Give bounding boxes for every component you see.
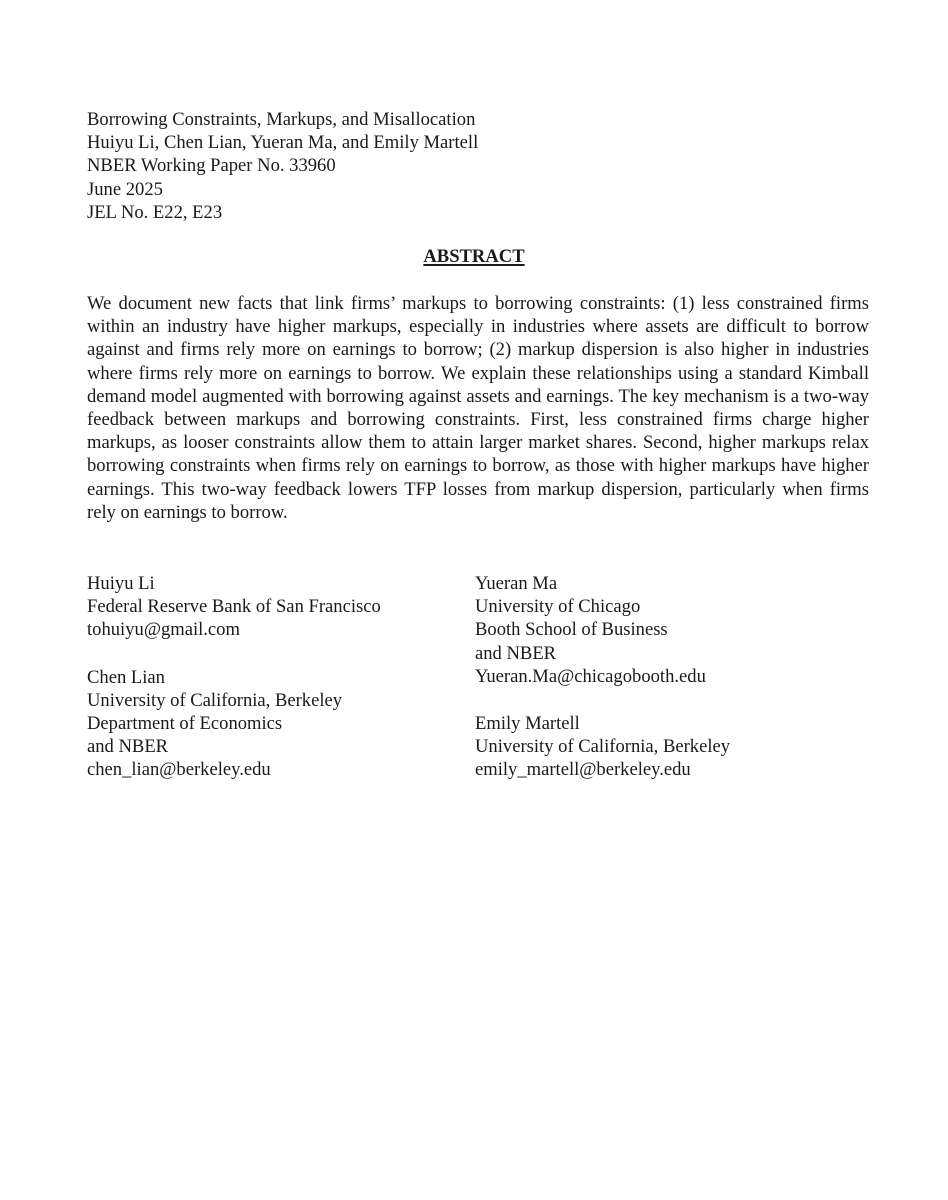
author-affiliation: University of California, Berkeley (475, 736, 731, 758)
paper-jel-codes: JEL No. E22, E23 (87, 201, 223, 223)
author-affiliation-extra: and NBER (87, 736, 169, 758)
author-email: chen_lian@berkeley.edu (87, 759, 271, 781)
author-affiliation: University of Chicago (475, 596, 641, 618)
author-block (475, 572, 855, 688)
author-affiliation-extra: and NBER (475, 642, 557, 664)
author-name: Chen Lian (87, 666, 165, 688)
author-department: Department of Economics (87, 713, 283, 735)
author-email: Yueran.Ma@chicagobooth.edu (475, 665, 706, 687)
author-name: Emily Martell (475, 713, 580, 735)
author-column-right (475, 572, 855, 806)
author-name: Yueran Ma (475, 573, 558, 594)
author-email: emily_martell@berkeley.edu (475, 759, 691, 781)
author-column-left (87, 572, 467, 806)
author-affiliation: Federal Reserve Bank of San Francisco (87, 596, 381, 618)
paper-authors: Huiyu Li, Chen Lian, Yueran Ma, and Emily Martell (87, 132, 479, 154)
author-block (475, 712, 855, 782)
abstract-heading: ABSTRACT (423, 246, 525, 267)
author-department: Booth School of Business (475, 619, 668, 641)
paper-header (87, 108, 867, 224)
author-email: tohuiyu@gmail.com (87, 619, 240, 641)
author-block (87, 572, 467, 642)
paper-title: Borrowing Constraints, Markups, and Misallocation (87, 109, 476, 130)
author-block (87, 666, 467, 782)
author-name: Huiyu Li (87, 573, 155, 594)
paper-date: June 2025 (87, 178, 163, 200)
author-affiliation: University of California, Berkeley (87, 689, 343, 711)
abstract-text: We document new facts that link firms’ markups to borrowing constraints: (1) less constrained firms within an industry have higher markups, especially in industries where assets are difficult to borrow against and firms rely more on earnings to borrow; (2) markup dispersion is also higher in industries where firms rely more on earnings to borrow. We explain these relationships using a standard Kimball demand model augmented with borrowing against assets and earnings. The key mechanism is a two-way feedback between markups and borrowing constraints. First, less constrained firms charge higher markups, as looser constraints allow them to attain larger market shares. Second, higher markups relax borrowing constraints when firms rely on earnings to borrow, as those with higher markups have higher earnings. This two-way feedback lowers TFP losses from markup dispersion, particularly when firms rely on earnings to borrow. (87, 293, 869, 523)
paper-series: NBER Working Paper No. 33960 (87, 155, 336, 177)
